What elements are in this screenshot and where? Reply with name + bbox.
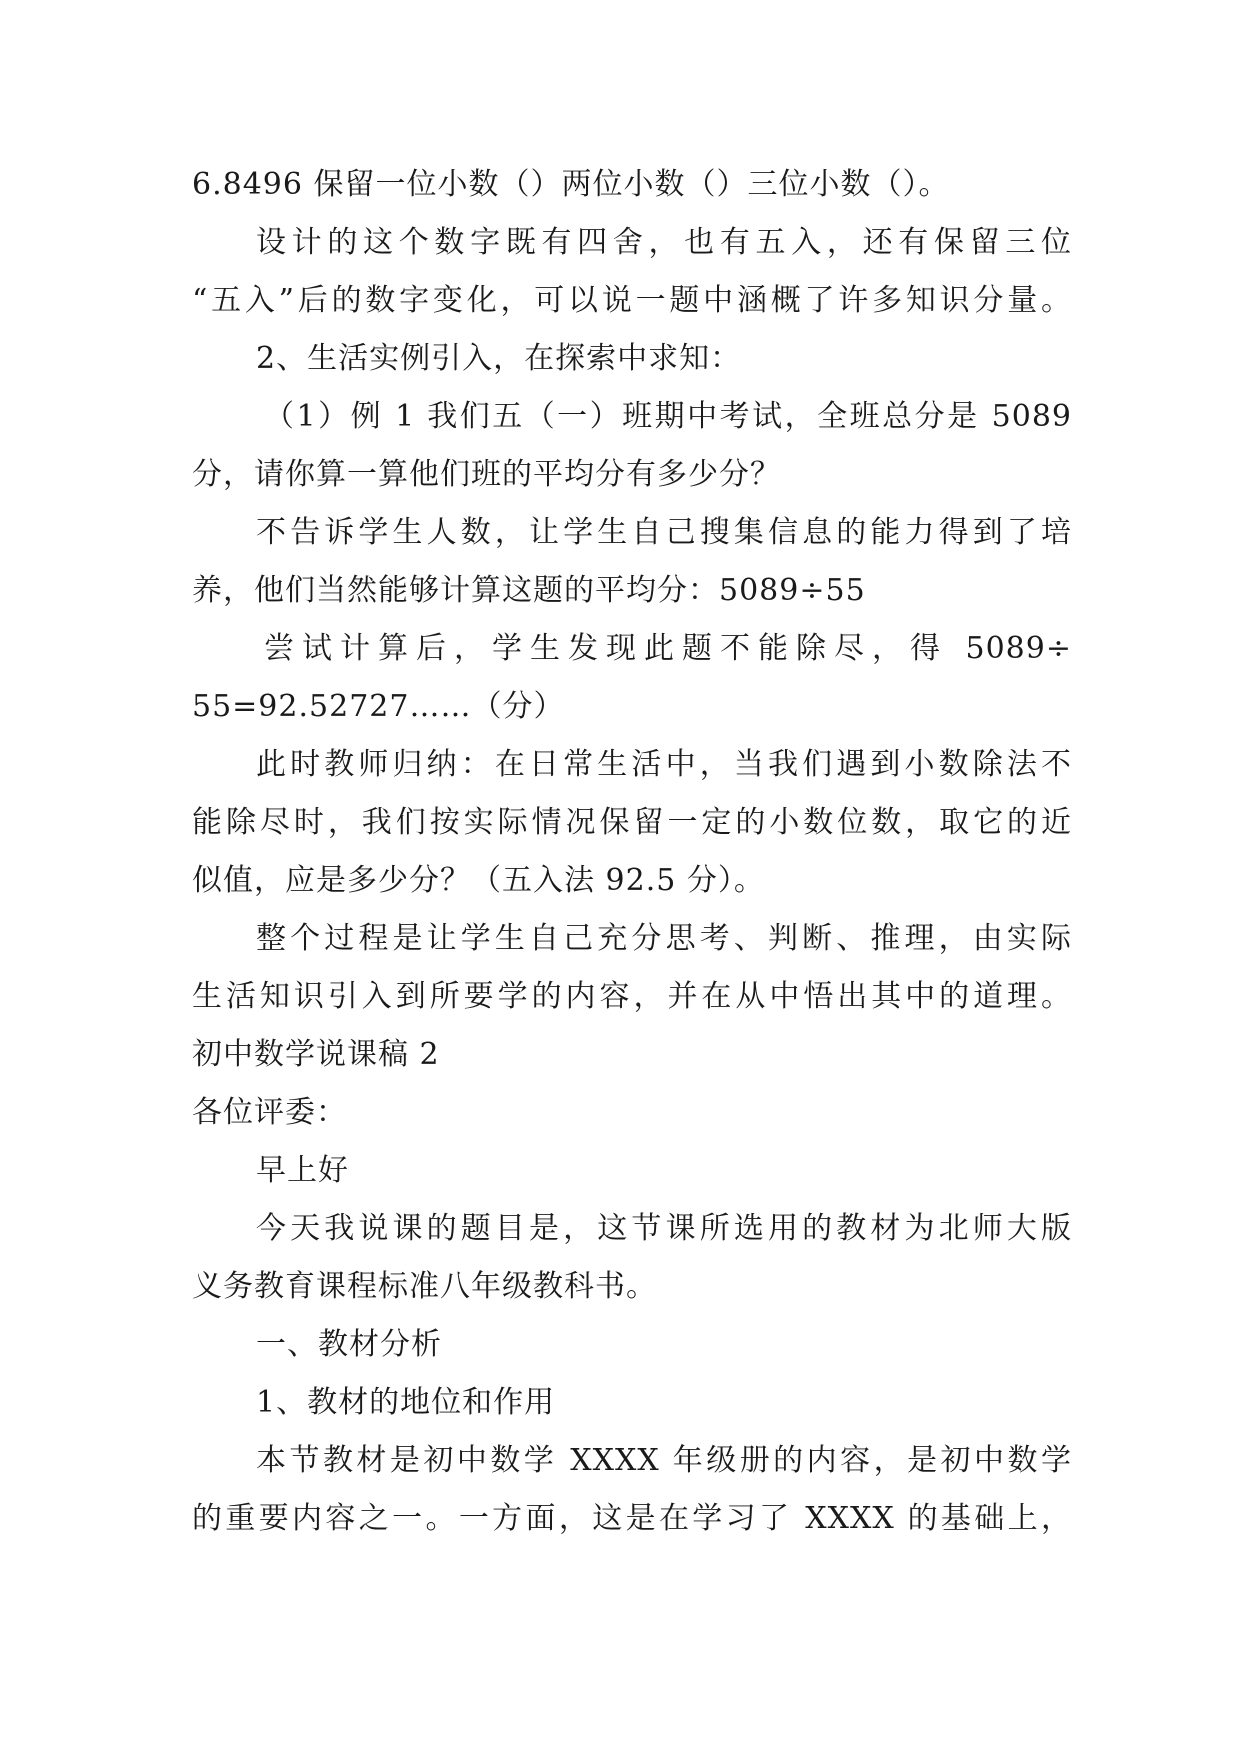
text-line: 今天我说课的题目是，这节课所选用的教材为北师大版: [256, 1211, 1072, 1246]
text-line: 55=92.52727……（分）: [192, 689, 565, 724]
text-line: 养，他们当然能够计算这题的平均分：5089÷55: [192, 573, 866, 608]
text-line: 本节教材是初中数学 XXXX 年级册的内容，是初中数学: [256, 1443, 1072, 1478]
text-line: 生活知识引入到所要学的内容，并在从中悟出其中的道理。: [192, 979, 1072, 1014]
text-line: 此时教师归纳：在日常生活中，当我们遇到小数除法不: [256, 747, 1072, 782]
text-line: 尝试计算后，学生发现此题不能除尽，得 5089÷: [264, 631, 1072, 666]
text-line: 分，请你算一算他们班的平均分有多少分？: [192, 457, 781, 492]
text-line: 整个过程是让学生自己充分思考、判断、推理，由实际: [256, 921, 1072, 956]
text-line: 各位评委：: [192, 1095, 347, 1130]
text-line: “五入”后的数字变化，可以说一题中涵概了许多知识分量。: [192, 283, 1072, 318]
text-line: 1、教材的地位和作用: [256, 1385, 556, 1420]
text-line: 一、教材分析: [256, 1327, 442, 1362]
text-line: 设计的这个数字既有四舍，也有五入，还有保留三位: [256, 225, 1072, 260]
text-line: 能除尽时，我们按实际情况保留一定的小数位数，取它的近: [192, 805, 1072, 840]
text-line: 不告诉学生人数，让学生自己搜集信息的能力得到了培: [256, 515, 1072, 550]
text-line: （1）例 1 我们五（一）班期中考试，全班总分是 5089: [264, 399, 1072, 434]
text-line: 义务教育课程标准八年级教科书。: [192, 1269, 657, 1304]
section-title: 初中数学说课稿 2: [192, 1037, 440, 1072]
text-line: 似值，应是多少分？（五入法 92.5 分）。: [192, 863, 765, 898]
text-line: 的重要内容之一。一方面，这是在学习了 XXXX 的基础上，: [192, 1501, 1072, 1536]
text-line: 早上好: [256, 1153, 349, 1188]
text-line: 6.8496 保留一位小数（）两位小数（）三位小数（）。: [192, 167, 950, 202]
text-line: 2、生活实例引入，在探索中求知：: [256, 341, 742, 376]
